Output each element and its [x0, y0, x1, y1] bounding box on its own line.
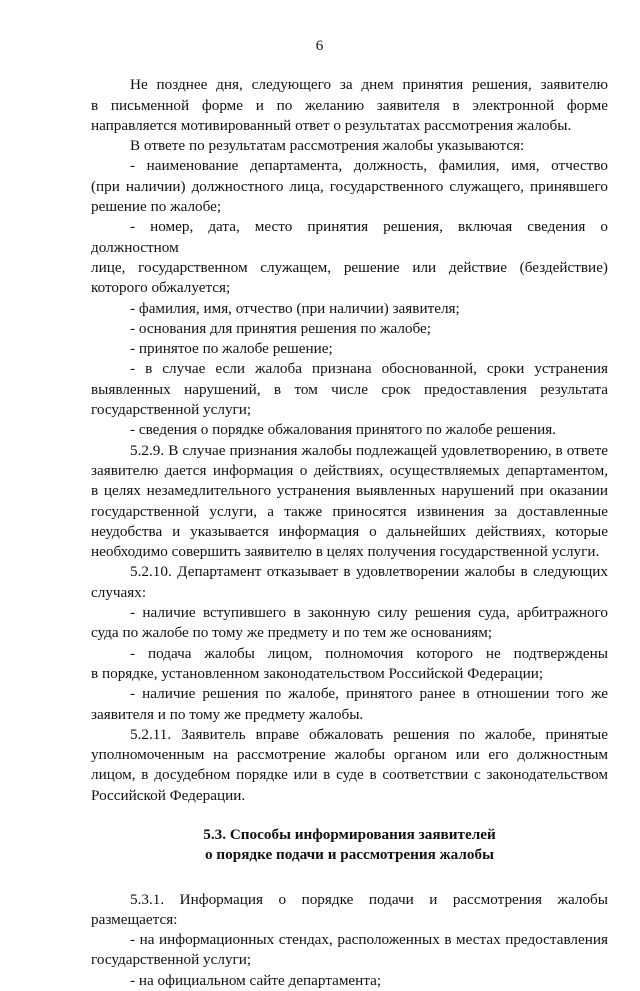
section-heading-line: 5.3. Способы информирования заявителей: [203, 825, 496, 843]
text-line: 5.2.11. Заявитель вправе обжаловать решения по жалобе, принятые: [130, 725, 608, 743]
text-line: неудобства и указывается информация о дальнейших действиях, которые: [91, 522, 608, 540]
text-line: - в случае если жалоба признана обоснованной, сроки устранения: [130, 360, 608, 378]
text-line: выявленных нарушений, в том числе срок предоставления результата: [91, 380, 608, 398]
text-line: - номер, дата, место принятия решения, включая сведения о должностном: [91, 218, 608, 256]
text-line: - наименование департамента, должность, фамилия, имя, отчество: [130, 157, 608, 175]
text-line: Не позднее дня, следующего за днем принятия решения, заявителю: [130, 76, 608, 94]
text-line: 5.3.1. Информация о порядке подачи и рассмотрения жалобы: [130, 890, 608, 908]
text-line: (при наличии) должностного лица, государственного служащего, принявшего: [91, 177, 608, 195]
section-heading: [91, 825, 608, 866]
text-line: заявителя и по тому же предмету жалобы.: [91, 705, 364, 723]
text-line: заявителю дается информация о действиях, осуществляемых департаментом,: [91, 461, 608, 479]
text-line: - наличие решения по жалобе, принятого ранее в отношении того же: [130, 685, 608, 703]
text-line: суда по жалобе по тому же предмету и по тем же основаниям;: [91, 624, 493, 642]
text-line: государственной услуги;: [91, 401, 252, 419]
body-text-block: [91, 75, 608, 806]
text-line: которого обжалуется;: [91, 279, 231, 297]
text-line: - основания для принятия решения по жалобе;: [130, 319, 431, 337]
text-line: уполномоченным на рассмотрение жалобы органом или его должностным: [91, 746, 608, 764]
text-line: размещается:: [91, 910, 178, 928]
text-line: - подача жалобы лицом, полномочия которого не подтверждены: [130, 644, 608, 662]
text-line: 5.2.10. Департамент отказывает в удовлетворении жалобы в следующих: [130, 563, 608, 581]
text-line: направляется мотивированный ответ о результатах рассмотрения жалобы.: [91, 116, 572, 134]
text-line: в целях незамедлительного устранения выявленных нарушений при оказании: [91, 482, 608, 500]
page-number: 6: [315, 37, 324, 54]
text-line: 5.2.9. В случае признания жалобы подлежащей удовлетворению, в ответе: [130, 441, 608, 459]
text-line: в письменной форме и по желанию заявителя в электронной форме: [91, 96, 608, 114]
section-heading-line: о порядке подачи и рассмотрения жалобы: [205, 846, 494, 864]
text-line: в порядке, установленном законодательством Российской Федерации;: [91, 664, 544, 682]
text-line: - сведения о порядке обжалования принятого по жалобе решения.: [130, 421, 557, 439]
text-line: государственной услуги, а также приносятся извинения за доставленные: [91, 502, 608, 520]
text-line: - принятое по жалобе решение;: [130, 340, 333, 358]
text-line: лицом, в досудебном порядке или в суде в соответствии с законодательством: [91, 766, 608, 784]
text-line: - фамилия, имя, отчество (при наличии) заявителя;: [130, 299, 460, 317]
text-line: - на информационных стендах, расположенных в местах предоставления: [130, 931, 608, 949]
text-line: лице, государственном служащем, решение или действие (бездействие): [91, 258, 608, 276]
text-line: - на официальном сайте департамента;: [130, 971, 382, 989]
text-line: В ответе по результатам рассмотрения жалобы указываются:: [130, 137, 525, 155]
text-line: государственной услуги;: [91, 951, 252, 969]
text-line: случаях:: [91, 583, 147, 601]
text-line: - наличие вступившего в законную силу решения суда, арбитражного: [130, 604, 608, 622]
text-line: необходимо совершить заявителю в целях получения государственной услуги.: [91, 543, 600, 561]
text-line: решение по жалобе;: [91, 198, 222, 216]
text-line: Российской Федерации.: [91, 786, 246, 804]
